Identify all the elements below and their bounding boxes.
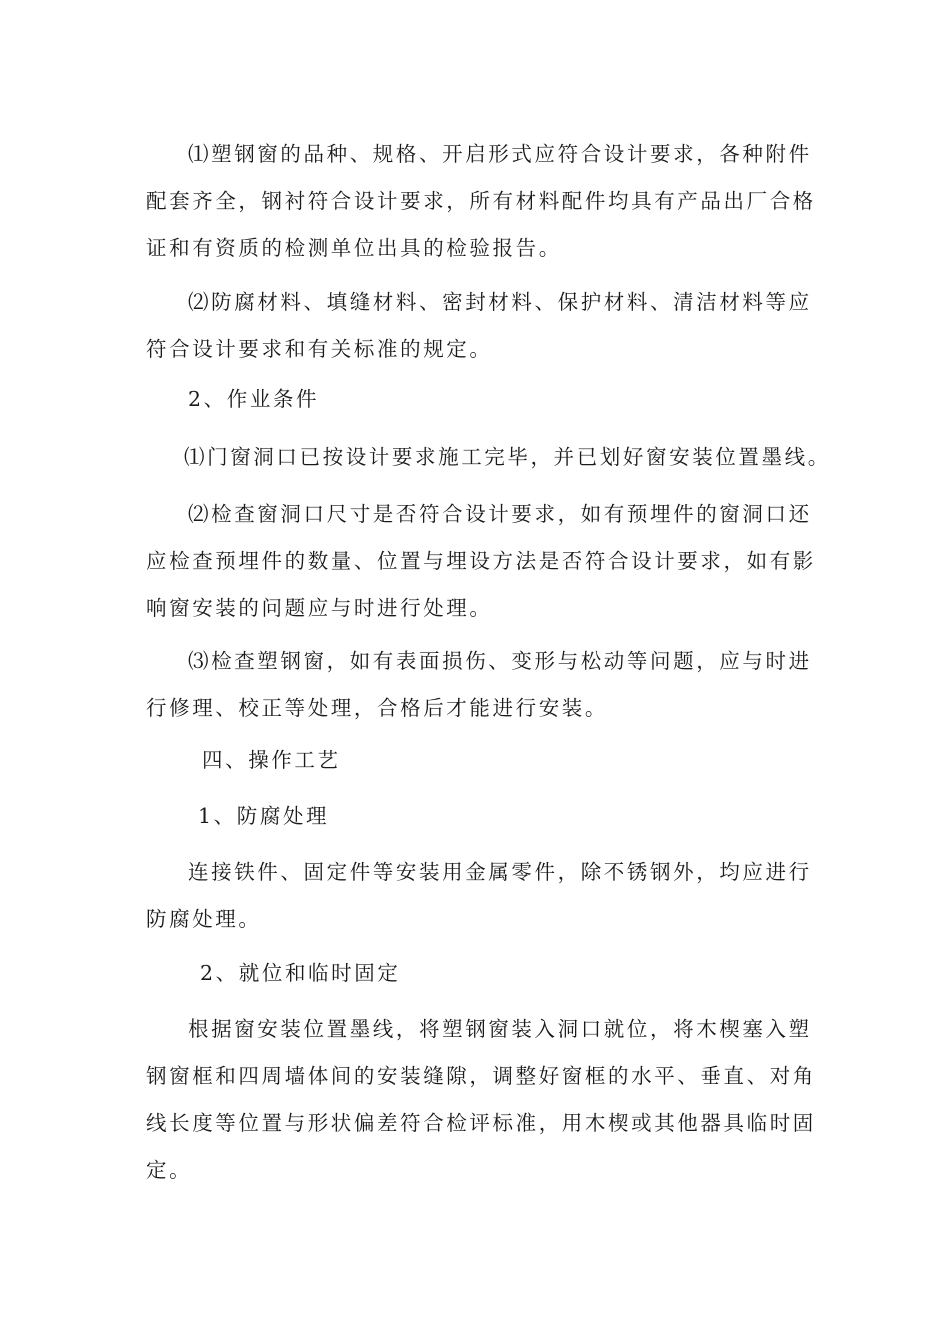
heading-positioning-fixing xyxy=(146,950,810,997)
paragraph-line: 配套齐全，钢衬符合设计要求，所有材料配件均具有产品出厂合格 xyxy=(146,189,816,213)
heading-text: 四、操作工艺 xyxy=(202,748,341,772)
paragraph-line: 线长度等位置与形状偏差符合检评标准，用木楔或其他器具临时固 xyxy=(146,1111,816,1135)
paragraph-line: ⑴门窗洞口已按设计要求施工完毕，并已划好窗安装位置墨线。 xyxy=(184,445,831,469)
paragraph-line: 证和有资质的检测单位出具的检验报告。 xyxy=(146,236,562,260)
paragraph-line: 应检查预埋件的数量、位置与埋设方法是否符合设计要求，如有影 xyxy=(146,549,816,573)
paragraph-line: 行修理、校正等处理，合格后才能进行安装。 xyxy=(146,696,608,720)
paragraph-install-window xyxy=(146,1006,816,1194)
paragraph-metal-parts xyxy=(146,849,810,943)
paragraph-line: 连接铁件、固定件等安装用金属零件，除不锈钢外，均应进行 xyxy=(188,860,812,884)
paragraph-line: 防腐处理。 xyxy=(146,907,262,931)
paragraph-line: 定。 xyxy=(146,1158,193,1182)
paragraph-line: 钢窗框和四周墙体间的安装缝隙，调整好窗框的水平、垂直、对角 xyxy=(146,1064,816,1088)
heading-text: 1、防腐处理 xyxy=(198,804,330,828)
paragraph-check-opening xyxy=(146,491,816,632)
paragraph-line: ⑴塑钢窗的品种、规格、开启形式应符合设计要求，各种附件 xyxy=(188,142,812,166)
paragraph-line: 响窗安装的问题应与时进行处理。 xyxy=(146,596,493,620)
paragraph-line: ⑵检查窗洞口尺寸是否符合设计要求，如有预埋件的窗洞口还 xyxy=(188,502,812,526)
heading-anticorrosion-treatment xyxy=(146,793,810,840)
heading-text: 2、就位和临时固定 xyxy=(200,961,401,985)
paragraph-line: 根据窗安装位置墨线，将塑钢窗装入洞口就位，将木楔塞入塑 xyxy=(188,1017,812,1041)
paragraph-material-requirements xyxy=(146,131,816,272)
paragraph-check-window xyxy=(146,638,810,732)
paragraph-opening-finished xyxy=(146,434,831,481)
paragraph-anticorrosion-materials xyxy=(146,279,810,373)
paragraph-line: ⑶检查塑钢窗，如有表面损伤、变形与松动等问题，应与时进 xyxy=(188,649,812,673)
heading-operation-process xyxy=(146,737,810,784)
paragraph-line: ⑵防腐材料、填缝材料、密封材料、保护材料、清洁材料等应 xyxy=(188,290,812,314)
paragraph-line: 符合设计要求和有关标准的规定。 xyxy=(146,337,493,361)
heading-text: 2、作业条件 xyxy=(188,387,320,411)
heading-work-conditions xyxy=(146,376,810,423)
